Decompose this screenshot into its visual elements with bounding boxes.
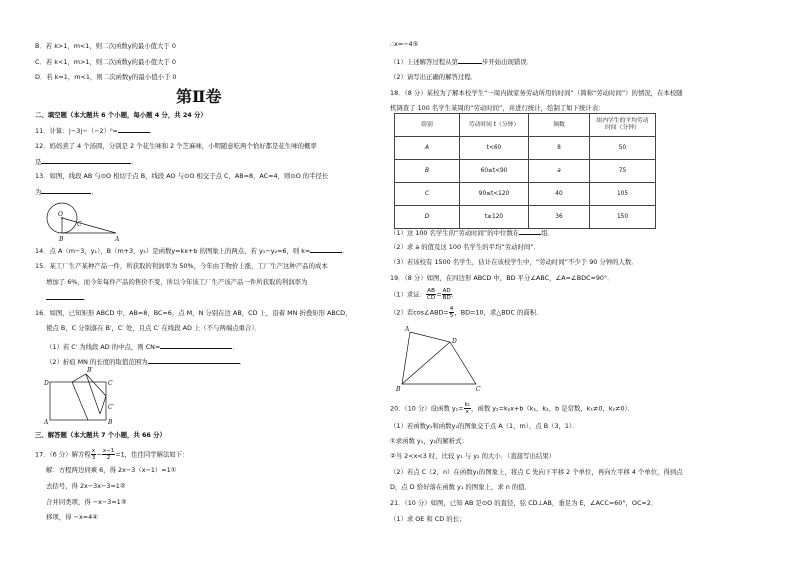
q17-sub1-text: （1）上述解答过程从第 [390,58,458,66]
q16-figure [42,366,122,428]
q17-step-1: 解：方程两边同乘 6，得 2x−3（x−1）=1① [46,466,177,474]
q17-fraction-1: $\frac{x}{3}$ [91,448,96,461]
q13-answer-blank [41,187,91,194]
cell-group: B [395,160,460,183]
q20-sub2-line2: D，点 D 恰好落在函数 y₁ 的图象上，求 n 的值． [390,483,532,491]
q17-step-5: ∴x=−4⑤ [390,40,419,48]
q21-sub1: （1）求 OE 和 CD 的长； [390,515,466,523]
q12-text: 是 [35,158,42,166]
q14-end: ． [342,247,349,255]
volume-title: 第Ⅱ卷 [176,87,222,106]
rectangle-abcd [50,382,106,420]
label-c: C [476,386,481,393]
cell-average: 150 [590,206,656,229]
question-16-line1: 16．如图，已知矩形 ABCD 中，AB=8，BC=6，点 M，N 分别在边 AB，CD 上，沿着 MN 折叠矩形 ABCD， [35,309,352,317]
q14-answer-blank [310,246,342,253]
crease-mn [72,382,88,420]
q18-sub1-end: 组． [541,229,554,237]
question-12-line2 [35,157,138,166]
label-b: B [396,386,401,393]
q19-fraction-4-5: $\frac{4}{5}$ [449,306,454,319]
q17-step-4: 移项，得 −x=4④ [46,513,98,521]
question-16-line2: 使点 B，C 分别落在 B′，C′ 处，且点 C′ 在线段 AD 上（不与两端点重合）． [46,324,262,332]
question-13-line2 [35,187,98,196]
table-header-row [395,114,656,137]
label-d: D [452,338,457,345]
table-row [395,183,656,206]
cell-average: 105 [590,183,656,206]
question-16-sub1 [46,342,239,351]
q17-sub1-end: 步开始出现错误． [481,58,534,66]
question-15-line1: 15．某工厂生产某种产品一件，所获取的利润率为 50%，今年由于物价上涨，工厂生产这种产品的成本 [35,262,328,270]
option-c: C．若 k<1，m>1，则二次函数y的最小值大于 0 [35,58,176,66]
segment-bc-prime [86,374,100,414]
q17-minus: − [96,450,102,459]
label-d: D [44,380,49,387]
option-d: D．若 k=1，m<1，则二次函数y的最小值小于 0 [35,73,177,81]
question-12-line1: 12．妈妈煮了 4 个汤圆，分别是 2 个花生味和 2 个芝麻味，小明随意吃两个恰好都是花生味的概率 [35,142,317,150]
q17-step-3: 合并同类项，得 −x−3=1③ [46,498,127,506]
q17-sub1 [390,57,533,66]
label-c: C [77,221,82,228]
q14-text: 14．点 A（m−3，y₁），B（m+3，y₂）是函数y=kx+b 的图象上的两点，若 y₁−y₂=6，则 k= [35,247,311,255]
cell-group: C [395,183,460,206]
q18-sub1-blank [519,228,541,235]
q20-fraction: $\frac{\text{k₁}}{x}$ [464,402,471,415]
q16-sub1-blank [160,342,232,349]
q18-sub1 [390,228,554,237]
header-average: 组内学生的平均劳动 时间（分钟） [590,114,656,137]
q19-fraction-ab-cd: $\frac{AB}{CD}$ [427,288,436,301]
q13-text: 为 [35,188,42,196]
q17-text-b: =1，佳佳同学解法如下： [115,450,189,459]
q17-step-2: 去括号，得 2x−3x−3=1② [46,482,126,490]
diagonal-bd [402,342,450,384]
label-a: A [44,419,49,426]
label-a: A [115,236,120,243]
q19-fraction-ad-bd: $\frac{AD}{BD}$ [442,288,451,301]
cell-time: t<60 [460,137,529,160]
q19-sub2 [390,306,543,319]
q19-equals: = [436,290,442,299]
table-row [395,137,656,160]
label-b: B [59,236,64,243]
question-21: 21．（10 分）如图，已知 AB 是⊙O 的直径，弦 CD⊥AB，垂足为 E，∠ACC=60°，OC=2． [390,499,658,507]
label-o: O [58,211,63,218]
header-group: 组别 [395,114,460,137]
section-3-header: 三、解答题（本大题共 7 个小题，共 66 分） [35,431,166,439]
header-time: 劳动时间 t（分钟） [460,114,529,137]
cell-time: t≥120 [460,206,529,229]
q18-sub2: （2）求 a 的值及这 100 名学生的平均“劳动时间”． [390,243,540,251]
cell-frequency: 40 [529,183,590,206]
q20-sub2-line1: （2）若点 C（2，n）在函数y₁的图象上，将点 C 先向下平移 2 个单位，再向左平移 4 个单位，得到点 [390,468,683,476]
q16-sub2-blank [148,357,240,364]
label-c: C [108,380,113,387]
frequency-table [394,113,656,229]
q13-end: ． [91,188,98,196]
q20-sub1b: ②当 2<x<3 时，比较 y₁ 与 y₂ 的大小．（直接写出结果） [390,452,556,460]
q19-sub2-text-a: （2）若cos∠ABD= [390,308,449,317]
question-11 [35,126,156,135]
question-20 [390,402,634,415]
table-row [395,206,656,229]
q19-sub2-text-b: ，BD=10，求△BDC 的面积． [454,308,543,317]
cell-frequency: 8 [529,137,590,160]
cell-frequency: a [529,160,590,183]
q18-sub1-text: （1）这 100 名学生的“劳动时间”的中位数在 [390,229,520,237]
question-13-line1: 13．如图，线段 AB 与⊙O 相切于点 B，线段 AO 与⊙O 相交于点 C，AB=8，AC=4，则⊙O 的半径长 [35,172,329,180]
question-15-line3 [46,293,90,302]
question-18-line1: 18．（8 分）某校为了解本校学生“一周内做家务劳动所用的时间”（简称“劳动时间”）的情况，在本校随 [390,89,683,97]
q20-sub1a: ①求函数 y₁，y₂的解析式： [390,437,468,445]
question-19: 19．（8 分）如图，在四边形 ABCD 中，BD 平分∠ABC，∠A=∠BDC=90°． [390,274,614,282]
cell-time: 90≤t<120 [460,183,529,206]
label-a: A [405,326,410,333]
q15-end: ． [84,294,91,302]
q20-sub1: （1）若函数y₁和函数y₂的图象交于点 A（1，m），点 B（3，1）． [390,422,579,430]
q19-figure [396,326,486,392]
q19-sub1-end: ． [451,290,459,299]
cell-average: 50 [590,137,656,160]
q16-sub1-end: ． [232,343,239,351]
q11-end: ． [149,127,157,135]
q18-sub3: （3）若该校有 1500 名学生，估计在该校学生中，“劳动时间”不少于 90 分钟的人数． [390,258,638,266]
cell-group: D [395,206,460,229]
quadrilateral-abcd [402,332,476,384]
table-row [395,160,656,183]
q15-answer-blank [46,293,84,300]
q16-sub2-text: （2）折痕 MN 的长度的取值范围为 [46,358,148,366]
right-column [390,0,794,562]
option-b: B．若 k>1，m<1，则二次函数y的最小值大于 0 [35,42,176,50]
cell-group: A [395,137,460,160]
q11-text: 11．计算：|−3|−（−2）⁰= [35,127,118,135]
q20-text-b: ，函数 y₂=k₂x+b（k₁，k₂，b 是常数，k₁≠0，k₂≠0）． [471,404,635,413]
q19-sub1-text: （1）求证： [390,290,427,299]
q17-sub2: （2）请写出正确的解答过程． [390,73,478,81]
header-frequency: 频数 [529,114,590,137]
q12-end: ． [131,158,138,166]
q11-answer-blank [118,126,150,133]
question-17 [35,448,189,461]
q17-sub1-blank [458,57,482,64]
q17-fraction-2: $\frac{x-1}{2}$ [102,448,115,461]
question-18-line2: 机调查了 100 名学生某周的“劳动时间”，并进行统计，绘制了如下统计表： [390,104,605,112]
q20-text-a: 20．（10 分）设函数 y₁= [390,404,464,413]
q17-text-a: 17．（6 分）解方程 [35,450,91,459]
section-2-header: 二、填空题（本大题共 6 个小题，每小题 4 分，共 24 分） [35,111,207,119]
label-c-prime: C′ [108,404,114,411]
cell-average: 75 [590,160,656,183]
label-b-prime: B′ [87,367,93,374]
q16-sub2-end: ． [239,358,246,366]
question-16-sub2 [46,357,246,366]
question-14 [35,246,349,255]
cell-frequency: 36 [529,206,590,229]
q16-sub1-text: （1）若 C′ 为线段 AD 的中点，则 CN= [46,343,161,351]
q13-figure [36,200,126,248]
q12-answer-blank [41,157,131,164]
cell-time: 60≤t<90 [460,160,529,183]
label-b: B [108,419,113,426]
question-15-line2: 增加了 6%，而今年每件产品的售价不变，所以今年该工厂生产该产品一件所获取的利润率为 [46,278,308,286]
q19-sub1 [390,288,458,301]
